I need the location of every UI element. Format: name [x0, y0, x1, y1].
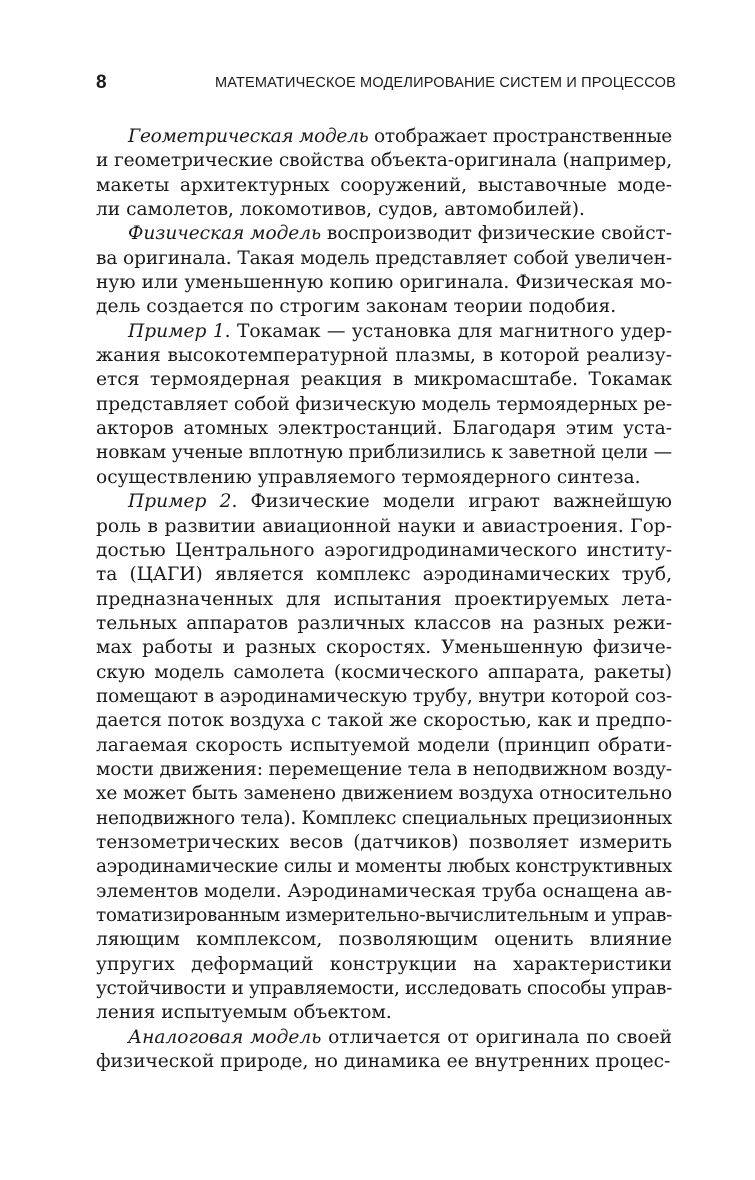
line-text: осуществлению управляемого термоядерного синтеза.	[96, 466, 641, 488]
line-text: ли самолетов, локомотивов, судов, автомобилей).	[96, 199, 585, 221]
paragraph	[96, 490, 672, 1026]
text-line	[96, 855, 672, 879]
text-line	[96, 490, 672, 514]
line-text: роль в развитии авиационной науки и авиастроения. Гор-	[96, 515, 672, 537]
text-line	[96, 344, 672, 368]
line-text: помещают в аэродинамическую трубу, внутри которой соз-	[96, 685, 672, 707]
paragraph	[96, 1026, 672, 1075]
page-header	[96, 70, 676, 96]
text-line	[96, 417, 672, 441]
running-title: МАТЕМАТИЧЕСКОЕ МОДЕЛИРОВАНИЕ СИСТЕМ И ПРОЦЕССОВ	[214, 75, 676, 91]
text-line	[96, 758, 672, 782]
text-line	[96, 295, 672, 319]
italic-term: Пример 2	[128, 491, 232, 513]
line-text: физической природе, но динамика ее внутренних процес-	[96, 1051, 671, 1073]
italic-term: Пример 1	[128, 320, 225, 342]
line-text: жания высокотемпературной плазмы, в которой реализу-	[96, 345, 672, 367]
paragraph	[96, 222, 672, 319]
text-line	[96, 466, 672, 490]
line-text: дель создается по строгим законам теории подобия.	[96, 296, 617, 318]
paragraph	[96, 320, 672, 490]
text-line	[96, 222, 672, 246]
line-text: отличается от оригинала по своей	[321, 1026, 672, 1048]
body-text	[96, 125, 672, 1074]
line-text: лагаемая скорость испытуемой модели (принцип обрати-	[96, 734, 672, 756]
line-text: тензометрических весов (датчиков) позволяет измерить	[96, 831, 672, 853]
line-text: и геометрические свойства объекта-оригинала (например,	[96, 150, 672, 172]
line-text: . Токамак — установка для магнитного удер-	[224, 320, 672, 342]
line-text: представляет собой физическую модель термоядерных ре-	[96, 393, 672, 415]
text-line	[96, 539, 672, 563]
line-text: дается поток воздуха с такой же скоростью, как и предпо-	[96, 710, 672, 732]
text-line	[96, 782, 672, 806]
text-line	[96, 612, 672, 636]
italic-term: Аналоговая модель	[128, 1026, 322, 1048]
text-line	[96, 977, 672, 1001]
text-line	[96, 441, 672, 465]
text-line	[96, 709, 672, 733]
line-text: томатизированным измерительно-вычислительным и управ-	[96, 905, 672, 926]
line-text: мости движения: перемещение тела в неподвижном возду-	[96, 758, 672, 780]
line-text: устойчивости и управляемости, исследовать способы управ-	[96, 978, 672, 1000]
paragraph	[96, 125, 672, 222]
line-text: скую модель самолета (космического аппарата, ракеты)	[96, 661, 672, 683]
text-line	[96, 320, 672, 344]
page-number: 8	[96, 72, 107, 93]
text-line	[96, 393, 672, 417]
line-text: та (ЦАГИ) является комплекс аэродинамических труб,	[96, 564, 672, 586]
text-line	[96, 247, 672, 271]
line-text: отображает пространственные	[368, 126, 672, 147]
text-line	[96, 807, 672, 831]
line-text: макеты архитектурных сооружений, выставочные моде-	[96, 174, 672, 196]
text-line	[96, 685, 672, 709]
line-text: ется термоядерная реакция в микромасштабе. Токамак	[96, 369, 672, 391]
text-line	[96, 636, 672, 660]
italic-term: Физическая модель	[128, 223, 322, 245]
text-line	[96, 904, 672, 928]
text-line	[96, 1026, 672, 1050]
line-text: ляющим комплексом, позволяющим оценить влияние	[96, 929, 672, 951]
line-text: предназначенных для испытания проектируемых лета-	[96, 588, 672, 610]
text-line	[96, 928, 672, 952]
text-line	[96, 198, 672, 222]
line-text: элементов модели. Аэродинамическая труба оснащена ав-	[96, 880, 672, 902]
text-line	[96, 368, 672, 392]
line-text: ва оригинала. Такая модель представляет собой увеличен-	[96, 247, 672, 269]
text-line	[96, 149, 672, 173]
line-text: упругих деформаций конструкции на характеристики	[96, 953, 672, 975]
text-line	[96, 271, 672, 295]
line-text: аэродинамические силы и моменты любых конструктивных	[96, 856, 672, 878]
line-text: воспроизводит физические свойст-	[321, 223, 672, 245]
line-text: . Физические модели играют важнейшую	[231, 491, 672, 513]
line-text: неподвижного тела). Комплекс специальных прецизионных	[96, 807, 672, 829]
line-text: новкам ученые вплотную приблизились к заветной цели —	[96, 442, 672, 464]
text-line	[96, 1050, 672, 1074]
text-line	[96, 880, 672, 904]
italic-term: Геометрическая модель	[128, 126, 369, 147]
text-line	[96, 831, 672, 855]
text-line	[96, 588, 672, 612]
line-text: хе может быть заменено движением воздуха относительно	[96, 783, 672, 805]
line-text: ления испытуемым объектом.	[96, 1002, 392, 1024]
line-text: акторов атомных электростанций. Благодаря этим уста-	[96, 418, 672, 440]
text-line	[96, 1001, 672, 1025]
line-text: ную или уменьшенную копию оригинала. Физическая мо-	[96, 272, 672, 294]
text-line	[96, 734, 672, 758]
text-line	[96, 174, 672, 198]
line-text: мах работы и разных скоростях. Уменьшенную физиче-	[96, 637, 672, 659]
text-line	[96, 125, 672, 149]
text-line	[96, 953, 672, 977]
text-line	[96, 563, 672, 587]
text-line	[96, 661, 672, 685]
text-line	[96, 515, 672, 539]
line-text: достью Центрального аэрогидродинамического институ-	[96, 539, 672, 561]
line-text: тельных аппаратов различных классов на разных режи-	[96, 612, 672, 634]
